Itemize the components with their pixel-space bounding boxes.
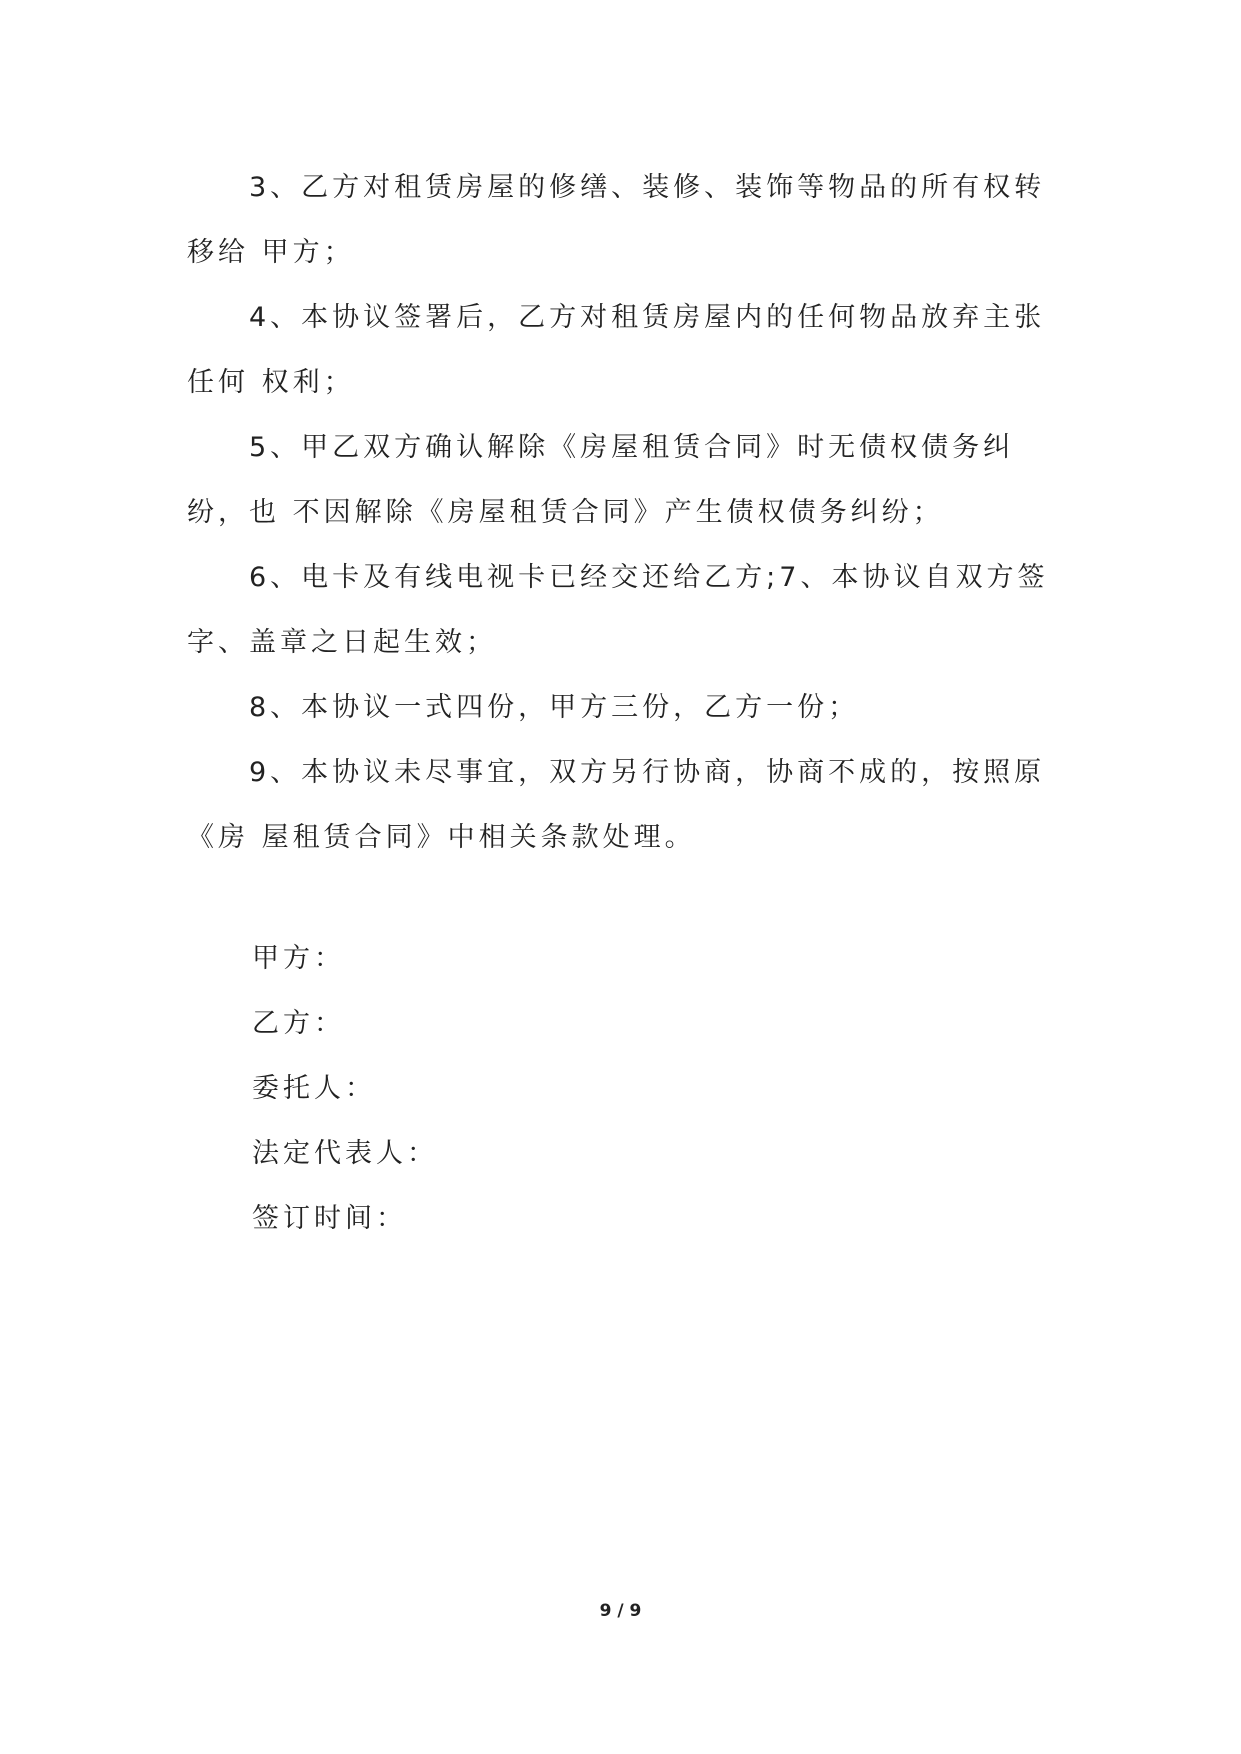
party-b-label: 乙方： [252, 1008, 345, 1039]
agent-label: 委托人： [252, 1073, 376, 1104]
clause-6-7: 6、电卡及有线电视卡已经交还给乙方;7、本协议自双方签字、盖章之日起生效； [187, 562, 1049, 658]
party-a-label: 甲方： [252, 943, 345, 974]
clause-4: 4、本协议签署后，乙方对租赁房屋内的任何物品放弃主张任何 权利； [187, 302, 1046, 398]
legal-representative-label: 法定代表人： [252, 1138, 438, 1169]
page-number: 9 / 9 [599, 1601, 642, 1621]
clause-3: 3、乙方对租赁房屋的修缮、装修、装饰等物品的所有权转移给 甲方； [187, 172, 1046, 268]
signature-block [252, 926, 952, 1251]
clause-9: 9、本协议未尽事宜，双方另行协商，协商不成的，按照原《房 屋租赁合同》中相关条款处理。 [187, 757, 1046, 853]
document-body [187, 155, 1057, 870]
clause-5: 5、甲乙双方确认解除《房屋租赁合同》时无债权债务纠纷，也 不因解除《房屋租赁合同》产生债权债务纠纷； [187, 432, 1015, 528]
signing-date-label: 签订时间： [252, 1203, 407, 1234]
clause-8: 8、本协议一式四份，甲方三份，乙方一份； [249, 692, 860, 723]
